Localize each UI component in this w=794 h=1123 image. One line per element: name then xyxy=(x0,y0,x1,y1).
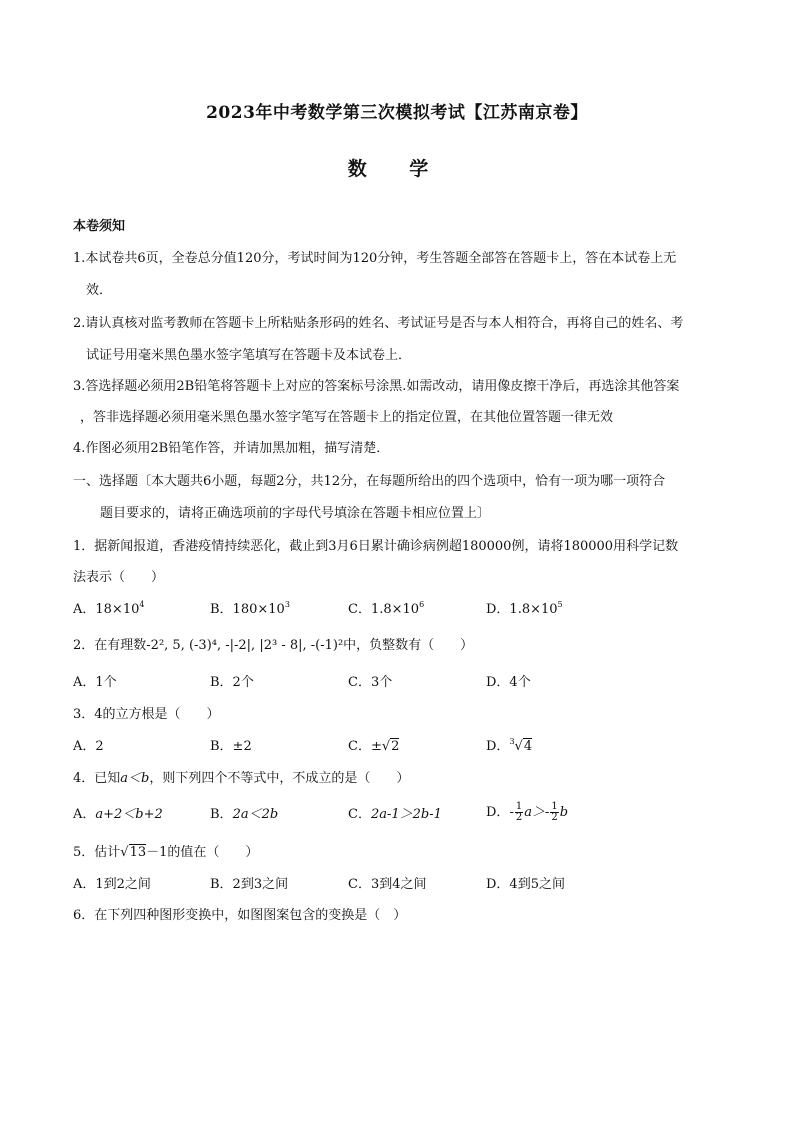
subject-heading: 数 学 xyxy=(347,158,447,180)
q5-option-c: C．3到4之间 xyxy=(348,877,427,892)
q2-option-d: D．4个 xyxy=(486,675,531,690)
q2-option-b: B．2个 xyxy=(210,675,254,690)
question-1-stem-cont: 法表示（ ） xyxy=(73,570,165,585)
q2-option-a: A．1个 xyxy=(73,675,117,690)
q4-option-d: D．- $\frac{1}{2}$ a＞- $\frac{1}{2}$ b xyxy=(486,801,569,823)
q1-option-b: B．$180\times 10^3$ xyxy=(210,599,290,617)
question-4-stem: 4．已知a＜b，则下列四个不等式中，不成立的是（ ） xyxy=(73,771,410,786)
section-heading: 一、选择题〔本大题共6小题，每题2分，共12分，在每题所给出的四个选项中，恰有一项为哪一项符合 xyxy=(73,474,666,489)
q5-option-a: A．1到2之间 xyxy=(73,877,151,892)
q3-option-d: D．$^3$√4 xyxy=(486,736,533,754)
page-title: 2023年中考数学第三次模拟考试【江苏南京卷】 xyxy=(206,103,588,123)
q3-option-a: A．2 xyxy=(73,739,104,754)
notice-item: 4.作图必须用2B铅笔作答，并请加黑加粗，描写清楚． xyxy=(73,441,390,456)
q1-option-a: A．$18\times 10^4$ xyxy=(73,599,145,617)
notice-heading: 本卷须知 xyxy=(73,219,126,234)
notice-item: 3.答选择题必须用2B铅笔将答题卡上对应的答案标号涂黑.如需改动，请用像皮擦干净后，再选涂其他答案 xyxy=(73,379,680,394)
q4-option-b: B．2a＜2b xyxy=(210,807,279,822)
q4-option-a: A．a+2＜b+2 xyxy=(73,807,163,822)
q2-option-c: C．3个 xyxy=(348,675,393,690)
q1-option-c: C．$1.8\times 10^6$ xyxy=(348,599,425,617)
question-3-stem: 3．4的立方根是（ ） xyxy=(73,707,220,722)
question-6-stem: 6．在下列四种图形变换中，如图图案包含的变换是（ ） xyxy=(73,908,407,923)
q3-option-c: C．±√2 xyxy=(348,739,400,754)
q1-option-d: D．$1.8\times 10^5$ xyxy=(486,599,563,617)
notice-item: 1.本试卷共6页，全卷总分值120分，考试时间为120分钟，考生答题全部答在答题卡上，答在本试卷上无 xyxy=(73,251,677,266)
notice-item: 效． xyxy=(86,283,113,298)
notice-item: 试证号用毫米黑色墨水签字笔填写在答题卡及本试卷上． xyxy=(86,348,412,363)
question-5-stem: 5．估计√13－1的值在（ ） xyxy=(73,845,259,860)
q3-option-b: B．±2 xyxy=(210,739,252,754)
question-2-stem: 2．在有理数-2², 5, (-3)⁴, -|-2|, |2³ - 8|, -(-1)²中，负整数有（ ） xyxy=(73,638,474,653)
q5-option-d: D．4到5之间 xyxy=(486,877,565,892)
section-heading-cont: 题目要求的，请将正确选项前的字母代号填涂在答题卡相应位置上〕 xyxy=(100,506,491,521)
notice-item: ，答非选择题必须用毫米黑色墨水签字笔写在答题卡上的指定位置，在其他位置答题一律无效 xyxy=(80,410,614,425)
question-1-stem: 1．据新闻报道，香港疫情持续恶化，截止到3月6日累计确诊病例超180000例，请将180000用科学记数 xyxy=(73,539,679,554)
q5-option-b: B．2到3之间 xyxy=(210,877,289,892)
notice-item: 2.请认真核对监考教师在答题卡上所粘贴条形码的姓名、考试证号是否与本人相符合，再将自己的姓名、考 xyxy=(73,316,684,331)
q4-option-c: C．2a-1＞2b-1 xyxy=(348,807,442,822)
